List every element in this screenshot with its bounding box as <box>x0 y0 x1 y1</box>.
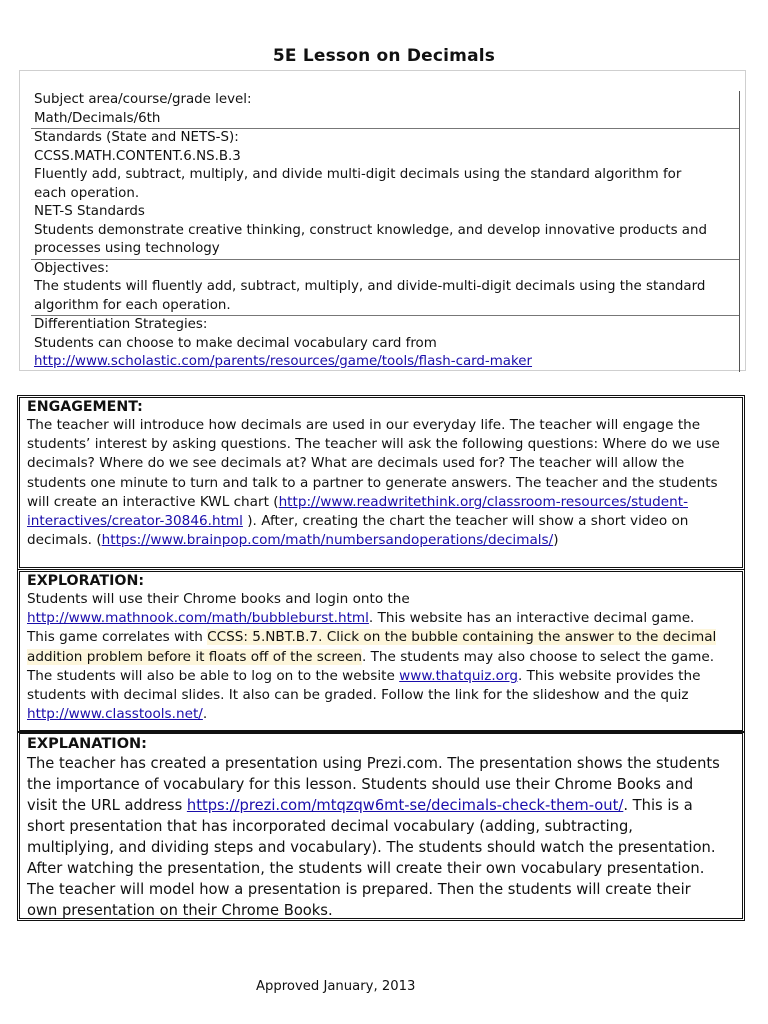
line-text: Students will use their Chrome books and login onto the <box>27 591 410 607</box>
text-line <box>27 512 736 531</box>
line-text: After watching the presentation, the students will create their own vocabulary presentation. <box>27 860 705 877</box>
line-text: The teacher will introduce how decimals are used in our everyday life. The teacher will engage the <box>27 417 701 433</box>
text-line <box>34 297 739 316</box>
section-heading: EXPLANATION: <box>27 736 147 752</box>
line-text: Math/Decimals/6th <box>34 110 161 126</box>
line-text: The students will also be able to log on to the website <box>27 667 400 684</box>
hyperlink[interactable]: http://www.scholastic.com/parents/resources/game/tools/flash-card-maker <box>34 354 533 369</box>
hyperlink[interactable]: www.thatquiz.org <box>399 667 518 684</box>
section-heading: ENGAGEMENT: <box>27 399 143 415</box>
text-line <box>27 705 736 724</box>
text-line <box>34 353 739 372</box>
line-text: decimals. ( <box>27 532 102 549</box>
text-line <box>27 454 736 473</box>
text-line <box>27 493 736 512</box>
text-line <box>34 203 739 222</box>
line-text-after: . This website provides the <box>517 667 701 684</box>
line-text: Subject area/course/grade level: <box>34 92 252 107</box>
text-line <box>34 316 739 335</box>
text-line <box>27 816 736 837</box>
text-line <box>27 648 736 667</box>
text-line <box>34 148 739 167</box>
text-line <box>27 774 736 795</box>
line-text: students one minute to turn and talk to a partner to generate answers. The teacher and the students <box>27 474 718 491</box>
line-text: NET-S Standards <box>34 204 145 219</box>
hyperlink[interactable]: https://prezi.com/mtqzqw6mt-se/decimals-check-them-out/ <box>186 797 624 814</box>
section-heading: EXPLORATION: <box>27 573 144 589</box>
line-text: multiplying, and dividing steps and vocabulary). The students should watch the presentation. <box>27 839 716 856</box>
line-text: This game correlates with <box>27 629 208 646</box>
exploration-section <box>17 569 745 733</box>
line-text: students with decimal slides. It also can be graded. Follow the link for the slideshow and the quiz <box>27 687 689 704</box>
info-row <box>31 260 739 317</box>
line-text: processes using technology <box>34 241 220 256</box>
line-text: Objectives: <box>34 260 109 276</box>
text-line <box>27 858 736 879</box>
line-text: the importance of vocabulary for this lesson. Students should use their Chrome Books and <box>27 776 694 793</box>
text-line <box>34 185 739 204</box>
text-line <box>34 129 739 148</box>
text-line <box>34 222 739 241</box>
line-text: algorithm for each operation. <box>34 297 231 313</box>
hyperlink[interactable]: https://www.brainpop.com/math/numbersandoperations/decimals/ <box>101 532 554 549</box>
text-line <box>27 474 736 493</box>
text-line <box>34 110 739 129</box>
highlighted-text: addition problem before it floats off of the screen <box>27 648 362 665</box>
line-text: each operation. <box>34 185 140 201</box>
text-line <box>27 590 736 609</box>
line-text: Standards (State and NETS-S): <box>34 130 239 145</box>
hyperlink[interactable]: http://www.classtools.net/ <box>27 706 203 723</box>
line-text: The teacher will model how a presentation is prepared. Then the students will create their <box>27 881 691 898</box>
line-text: will create an interactive KWL chart ( <box>27 493 279 510</box>
line-text: Fluently add, subtract, multiply, and divide multi-digit decimals using the standard algorithm for <box>34 167 682 182</box>
document-title: 5E Lesson on Decimals <box>272 46 496 66</box>
info-row <box>31 91 739 129</box>
engagement-section <box>17 395 745 570</box>
hyperlink[interactable]: interactives/creator-30846.html <box>27 513 243 530</box>
text-line <box>27 416 736 435</box>
text-line <box>27 686 736 705</box>
text-line <box>34 91 739 110</box>
line-text-after: . The students may also choose to select the game. <box>361 648 715 665</box>
line-text: decimals? Where do we see decimals at? What are decimals used for? The teacher will allow the <box>27 455 685 472</box>
text-line <box>34 278 739 297</box>
line-text-after: ). After, creating the chart the teacher will show a short video on <box>242 513 689 530</box>
text-line <box>34 260 739 279</box>
line-text: Students can choose to make decimal vocabulary card from <box>34 335 437 351</box>
text-line <box>34 335 739 354</box>
approval-footer: Approved January, 2013 <box>256 979 416 994</box>
text-line <box>27 900 736 921</box>
line-text: The teacher has created a presentation using Prezi.com. The presentation shows the students <box>27 755 720 772</box>
explanation-section <box>17 731 745 921</box>
text-line <box>34 166 739 185</box>
line-text: visit the URL address <box>27 797 187 814</box>
lesson-info-table <box>31 91 740 372</box>
info-row <box>31 316 739 372</box>
text-line <box>27 667 736 686</box>
text-line <box>27 795 736 816</box>
text-line <box>34 240 739 259</box>
text-line <box>27 879 736 900</box>
text-line <box>27 435 736 454</box>
line-text: own presentation on their Chrome Books. <box>27 902 333 919</box>
text-line <box>27 837 736 858</box>
text-line <box>27 628 736 647</box>
line-text: short presentation that has incorporated decimal vocabulary (adding, subtracting, <box>27 818 633 835</box>
line-text: The students will fluently add, subtract, multiply, and divide-multi-digit decimals using the standard <box>34 279 706 294</box>
text-line <box>27 609 736 628</box>
hyperlink[interactable]: http://www.mathnook.com/math/bubbleburst.html <box>27 610 369 627</box>
text-line <box>27 753 736 774</box>
line-text-after: . This website has an interactive decimal game. <box>368 610 695 627</box>
hyperlink[interactable]: http://www.readwritethink.org/classroom-resources/student- <box>278 493 688 510</box>
line-text-after: ) <box>553 532 559 549</box>
line-text: Differentiation Strategies: <box>34 317 208 332</box>
text-line <box>27 531 736 550</box>
line-text-after: . <box>202 706 208 723</box>
line-text: students’ interest by asking questions. The teacher will ask the following questions: Where do we use <box>27 436 720 453</box>
info-row <box>31 129 739 260</box>
line-text: CCSS.MATH.CONTENT.6.NS.B.3 <box>34 148 241 164</box>
line-text: Students demonstrate creative thinking, construct knowledge, and develop innovative products and <box>34 222 707 238</box>
line-text-after: . This is a <box>623 797 693 814</box>
highlighted-text: CCSS: 5.NBT.B.7. Click on the bubble containing the answer to the decimal <box>207 629 717 646</box>
